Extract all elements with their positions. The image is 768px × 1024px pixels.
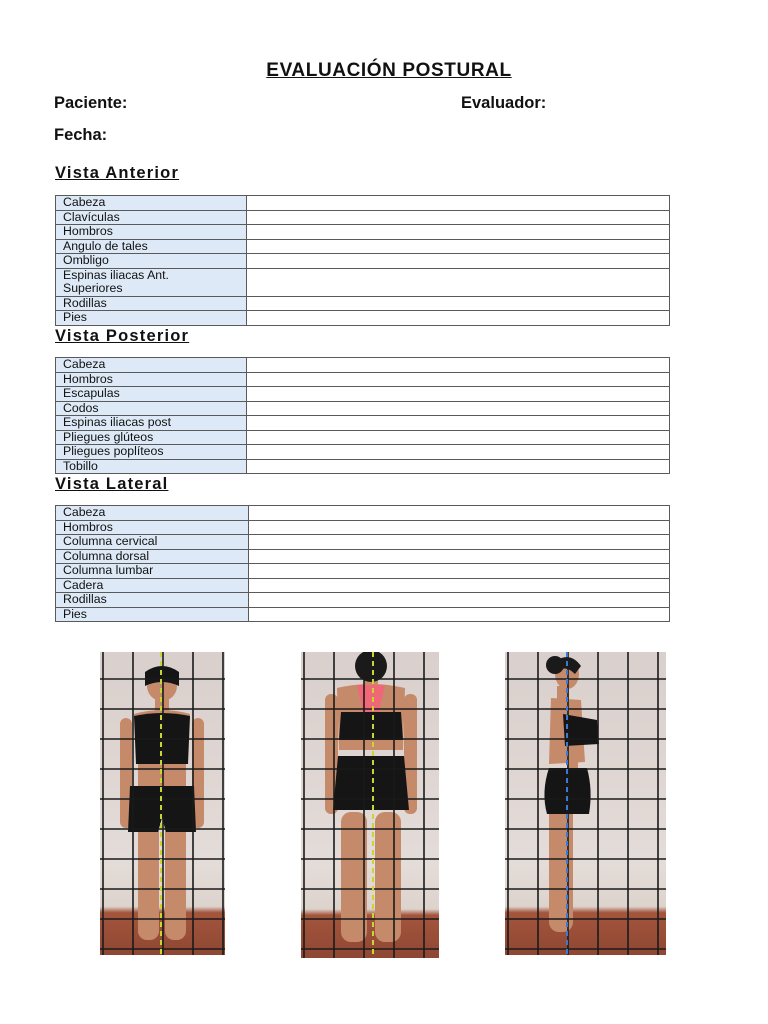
table-row: [56, 445, 670, 460]
lateral-posture-grid: [505, 652, 666, 955]
section-title-posterior: Vista Posterior: [55, 327, 190, 345]
table-row: [56, 416, 670, 431]
row-label: Pies: [56, 607, 249, 622]
table-row: [56, 430, 670, 445]
row-value-cell[interactable]: [247, 445, 670, 460]
table-row: [56, 520, 670, 535]
row-label: Ombligo: [56, 254, 247, 269]
table-row: [56, 239, 670, 254]
table-row: [56, 593, 670, 608]
row-value-cell[interactable]: [247, 210, 670, 225]
table-row: [56, 254, 670, 269]
table-row: [56, 372, 670, 387]
posterior-view-table: [55, 357, 670, 474]
row-label: Columna dorsal: [56, 549, 249, 564]
row-label: Rodillas: [56, 593, 249, 608]
row-value-cell[interactable]: [249, 506, 670, 521]
table-row: [56, 358, 670, 373]
row-label: Codos: [56, 401, 247, 416]
table-row: [56, 311, 670, 326]
row-value-cell[interactable]: [249, 535, 670, 550]
row-label: Rodillas: [56, 296, 247, 311]
anterior-view-photo: [100, 652, 225, 955]
row-value-cell[interactable]: [247, 416, 670, 431]
table-row: [56, 210, 670, 225]
document-title: EVALUACIÓN POSTURAL: [266, 60, 512, 81]
table-row: [56, 196, 670, 211]
row-value-cell[interactable]: [249, 593, 670, 608]
row-label: Tobillo: [56, 459, 247, 474]
anterior-posture-grid: [100, 652, 225, 955]
row-value-cell[interactable]: [247, 459, 670, 474]
row-value-cell[interactable]: [249, 607, 670, 622]
row-value-cell[interactable]: [249, 520, 670, 535]
row-label: Clavículas: [56, 210, 247, 225]
row-label: Cabeza: [56, 196, 247, 211]
patient-label: Paciente:: [54, 94, 128, 112]
row-label: Columna cervical: [56, 535, 249, 550]
evaluator-label: Evaluador:: [461, 94, 547, 112]
table-row: [56, 564, 670, 579]
table-row: [56, 225, 670, 240]
row-value-cell[interactable]: [247, 430, 670, 445]
row-value-cell[interactable]: [247, 296, 670, 311]
row-value-cell[interactable]: [247, 311, 670, 326]
row-label: Escapulas: [56, 387, 247, 402]
row-value-cell[interactable]: [249, 549, 670, 564]
table-row: [56, 578, 670, 593]
lateral-view-table: [55, 505, 670, 622]
row-value-cell[interactable]: [247, 401, 670, 416]
row-value-cell[interactable]: [247, 268, 670, 296]
row-label: Hombros: [56, 225, 247, 240]
table-row: [56, 401, 670, 416]
row-value-cell[interactable]: [247, 239, 670, 254]
row-value-cell[interactable]: [247, 372, 670, 387]
row-label: Hombros: [56, 520, 249, 535]
row-value-cell[interactable]: [247, 254, 670, 269]
table-row: [56, 607, 670, 622]
table-row: [56, 535, 670, 550]
lateral-view-photo: [505, 652, 666, 955]
row-label: Espinas iliacas Ant. Superiores: [56, 268, 247, 296]
row-value-cell[interactable]: [247, 387, 670, 402]
row-value-cell[interactable]: [247, 196, 670, 211]
date-label: Fecha:: [54, 126, 108, 144]
row-label: Pliegues poplíteos: [56, 445, 247, 460]
table-row: [56, 549, 670, 564]
row-label: Pies: [56, 311, 247, 326]
row-value-cell[interactable]: [249, 564, 670, 579]
row-label: Pliegues glúteos: [56, 430, 247, 445]
row-value-cell[interactable]: [247, 358, 670, 373]
row-label: Angulo de tales: [56, 239, 247, 254]
posterior-posture-grid: [301, 652, 439, 958]
section-title-lateral: Vista Lateral: [55, 475, 169, 493]
section-title-anterior: Vista Anterior: [55, 164, 180, 182]
row-value-cell[interactable]: [249, 578, 670, 593]
table-row: [56, 459, 670, 474]
table-row: [56, 387, 670, 402]
row-label: Hombros: [56, 372, 247, 387]
row-label: Espinas iliacas post: [56, 416, 247, 431]
table-row: [56, 296, 670, 311]
row-label: Cabeza: [56, 506, 249, 521]
table-row: [56, 268, 670, 296]
table-row: [56, 506, 670, 521]
anterior-view-table: [55, 195, 670, 326]
row-value-cell[interactable]: [247, 225, 670, 240]
posterior-view-photo: [301, 652, 439, 958]
row-label: Columna lumbar: [56, 564, 249, 579]
row-label: Cadera: [56, 578, 249, 593]
row-label: Cabeza: [56, 358, 247, 373]
